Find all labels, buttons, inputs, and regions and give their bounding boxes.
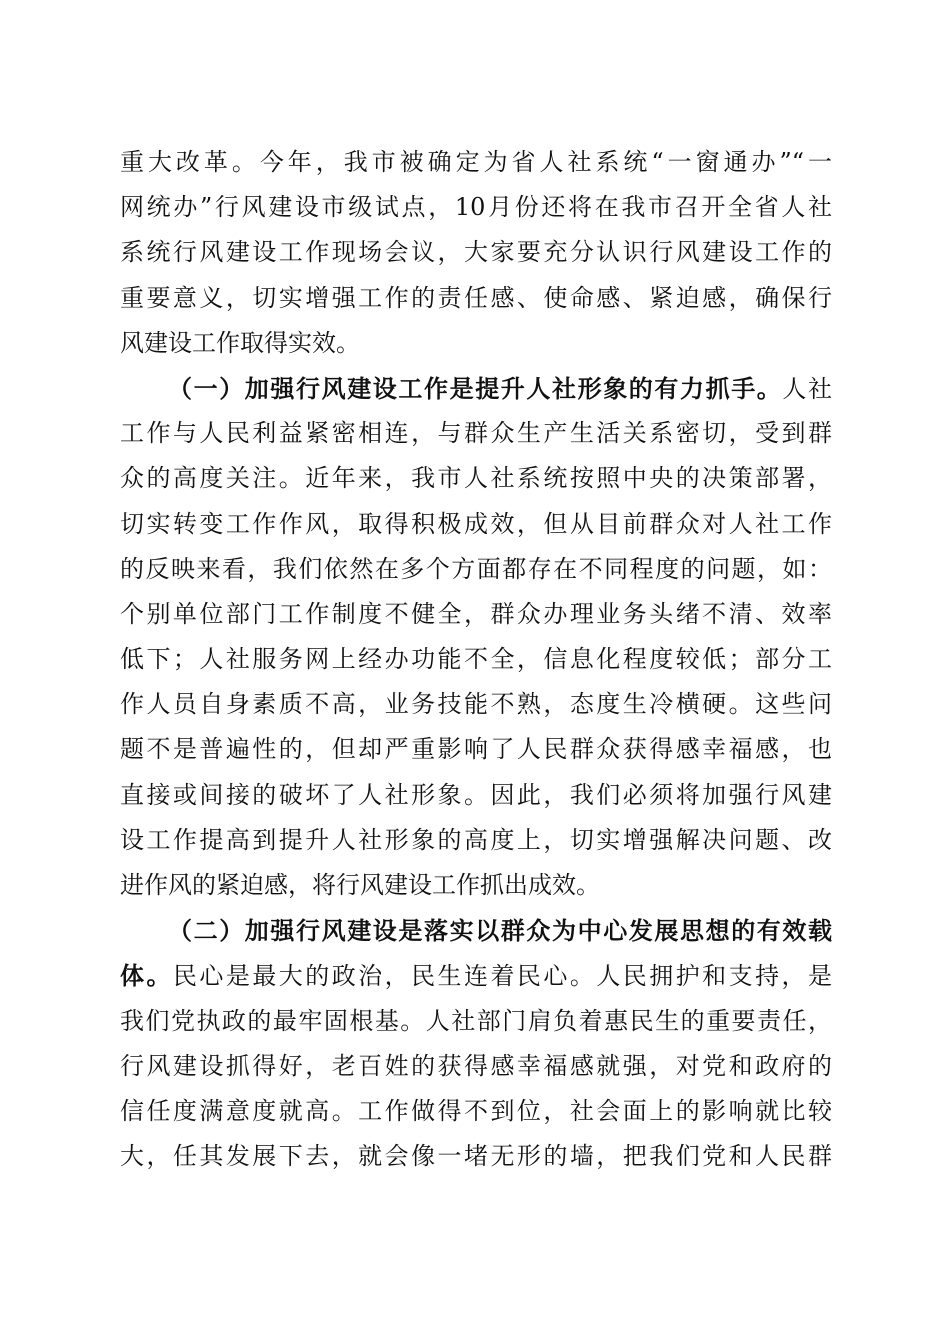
text-line (120, 547, 832, 592)
text-run: 众的高度关注。近年来，我市人社系统按照中央的决策部署， (120, 464, 832, 493)
paragraph-section-1 (120, 366, 832, 908)
text-run: 大，任其发展下去，就会像一堵无形的墙，把我们党和人民群 (120, 1142, 832, 1171)
text-line (120, 818, 832, 863)
section-heading: （二）加强行风建设是落实以群众为中心发展思想的有效载 (168, 916, 832, 946)
text-run: 直接或间接的破坏了人社形象。因此，我们必须将加强行风建 (120, 780, 832, 809)
text-run: 工作与人民利益紧密相连，与群众生产生活关系密切，受到群 (120, 419, 832, 448)
text-line (120, 502, 832, 547)
text-run: 切实转变工作作风，取得积极成效，但从目前群众对人社工作 (120, 509, 832, 538)
text-run: 重要意义，切实增强工作的责任感、使命感、紧迫感，确保行 (120, 283, 832, 312)
text-line (120, 953, 832, 998)
section-heading: 体。 (120, 961, 173, 991)
text-line (120, 1089, 832, 1134)
text-run: 个别单位部门工作制度不健全，群众办理业务头绪不清、效率 (120, 599, 832, 628)
text-run: 题不是普遍性的，但却严重影响了人民群众获得感幸福感，也 (120, 735, 832, 764)
text-line (120, 637, 832, 682)
text-line (120, 773, 832, 818)
text-line (120, 1044, 832, 1089)
text-line (120, 456, 832, 501)
text-run: 设工作提高到提升人社形象的高度上，切实增强解决问题、改 (120, 825, 832, 854)
text-run: 重大改革。今年，我市被确定为省人社系统“一窗通办”“一 (120, 148, 832, 176)
text-run: 民心是最大的政治，民生连着民心。人民拥护和支持，是 (172, 962, 832, 991)
text-line (120, 411, 832, 456)
text-line (120, 908, 832, 953)
section-heading: （一）加强行风建设工作是提升人社形象的有力抓手。 (168, 373, 783, 403)
text-run: 系统行风建设工作现场会议，大家要充分认识行风建设工作的 (120, 238, 832, 267)
text-line (120, 230, 832, 275)
text-line (120, 1134, 832, 1179)
text-line (120, 321, 832, 366)
text-line (120, 727, 832, 772)
text-line (120, 185, 832, 230)
text-run: 进作风的紧迫感，将行风建设工作抓出成效。 (120, 871, 600, 899)
text-run: 行风建设抓得好，老百姓的获得感幸福感就强，对党和政府的 (120, 1051, 832, 1080)
text-line (120, 682, 832, 727)
paragraph-intro (120, 140, 832, 366)
text-run: 的反映来看，我们依然在多个方面都存在不同程度的问题，如： (120, 554, 832, 583)
text-line (120, 140, 832, 185)
text-run: 人社 (782, 374, 832, 403)
text-line (120, 863, 832, 908)
text-line (120, 999, 832, 1044)
text-run: 作人员自身素质不高，业务技能不熟，态度生冷横硬。这些问 (120, 690, 832, 719)
text-line (120, 276, 832, 321)
text-run: 信任度满意度就高。工作做得不到位，社会面上的影响就比较 (120, 1096, 832, 1125)
text-run: 风建设工作取得实效。 (120, 328, 360, 357)
document-body (120, 140, 832, 1179)
text-line (120, 592, 832, 637)
text-line (120, 366, 832, 411)
paragraph-section-2 (120, 908, 832, 1179)
text-run: 我们党执政的最牢固根基。人社部门肩负着惠民生的重要责任， (120, 1006, 832, 1035)
text-run: 低下；人社服务网上经办功能不全，信息化程度较低；部分工 (120, 645, 832, 674)
text-run: 网统办”行风建设市级试点，10月份还将在我市召开全省人社 (120, 193, 832, 222)
